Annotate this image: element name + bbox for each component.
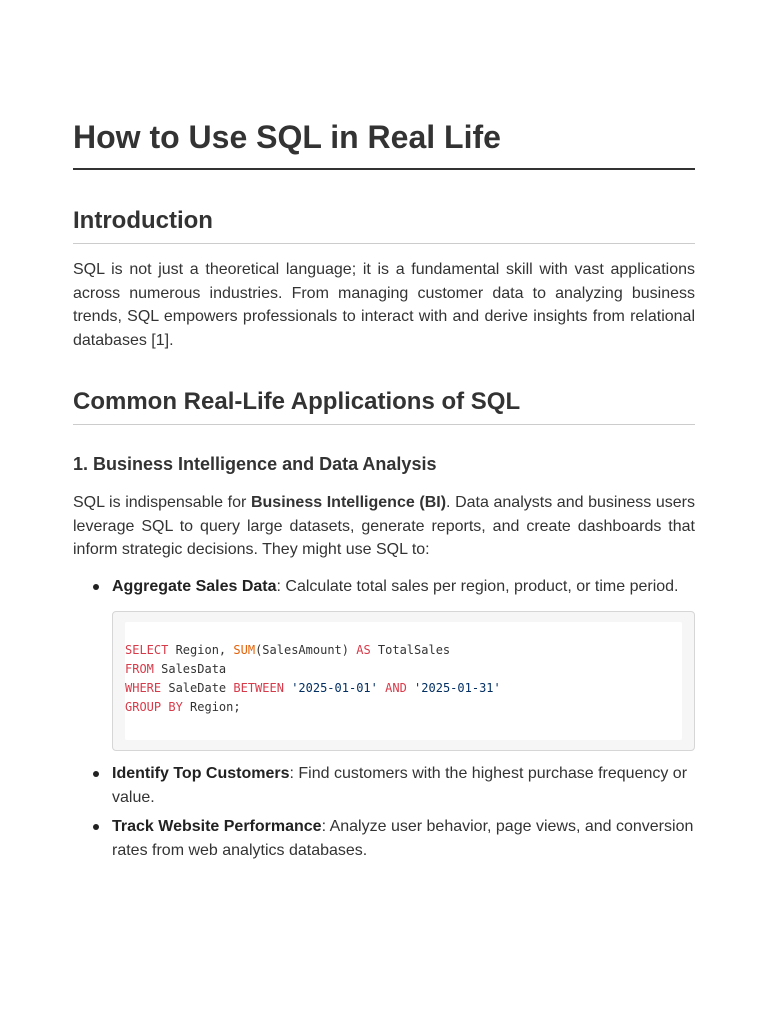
code-text: Region; <box>182 700 241 714</box>
bullet-text: : Calculate total sales per region, product, or time period. <box>276 578 679 595</box>
code-keyword: BETWEEN <box>233 681 284 695</box>
code-keyword: AND <box>385 681 407 695</box>
code-text: TotalSales <box>370 643 451 657</box>
sql-code <box>125 641 501 717</box>
section1-para-text: SQL is indispensable for <box>73 494 251 511</box>
section1-paragraph <box>73 491 695 562</box>
code-string: '2025-01-01' <box>291 681 378 695</box>
intro-heading: Introduction <box>73 205 695 244</box>
list-item <box>112 762 695 809</box>
section1-heading: 1. Business Intelligence and Data Analysis <box>73 454 437 474</box>
page-title: How to Use SQL in Real Life <box>73 116 695 170</box>
code-keyword: AS <box>356 643 371 657</box>
code-keyword: FROM <box>125 662 154 676</box>
code-text: Region, <box>168 643 234 657</box>
section1-para-bold: Business Intelligence (BI) <box>250 494 447 511</box>
section1-para-text-rest: . Data analysts and business users leverage SQL to query large datasets, generate reports, and create dashboards that inform strategic decisions. They might use SQL to: <box>73 494 696 558</box>
code-string: '2025-01-31' <box>414 681 501 695</box>
list-item <box>112 575 695 599</box>
code-block <box>112 611 695 751</box>
bullet-text: : Find customers with the highest purchase frequency or value. <box>112 765 688 806</box>
intro-paragraph: SQL is not just a theoretical language; it is a fundamental skill with vast applications across numerous industries. From managing customer data to analyzing business trends, SQL empowers professionals to interact with and derive insights from relational databases [1]. <box>73 261 695 349</box>
code-keyword: SELECT <box>125 643 169 657</box>
code-text: (SalesAmount) <box>255 643 357 657</box>
code-keyword: BY <box>168 700 183 714</box>
code-keyword: GROUP <box>125 700 162 714</box>
code-text: SaleDate <box>161 681 234 695</box>
bullet-term: Aggregate Sales Data <box>112 578 277 595</box>
code-function: SUM <box>233 643 256 657</box>
list-item <box>112 815 695 862</box>
code-text: SalesData <box>153 662 227 676</box>
code-keyword: WHERE <box>125 681 162 695</box>
bullet-term: Identify Top Customers <box>112 765 290 782</box>
bullet-term: Track Website Performance <box>112 818 322 835</box>
bullet-text: : Analyze user behavior, page views, and conversion rates from web analytics databases. <box>112 818 694 859</box>
applications-heading: Common Real-Life Applications of SQL <box>73 386 695 425</box>
